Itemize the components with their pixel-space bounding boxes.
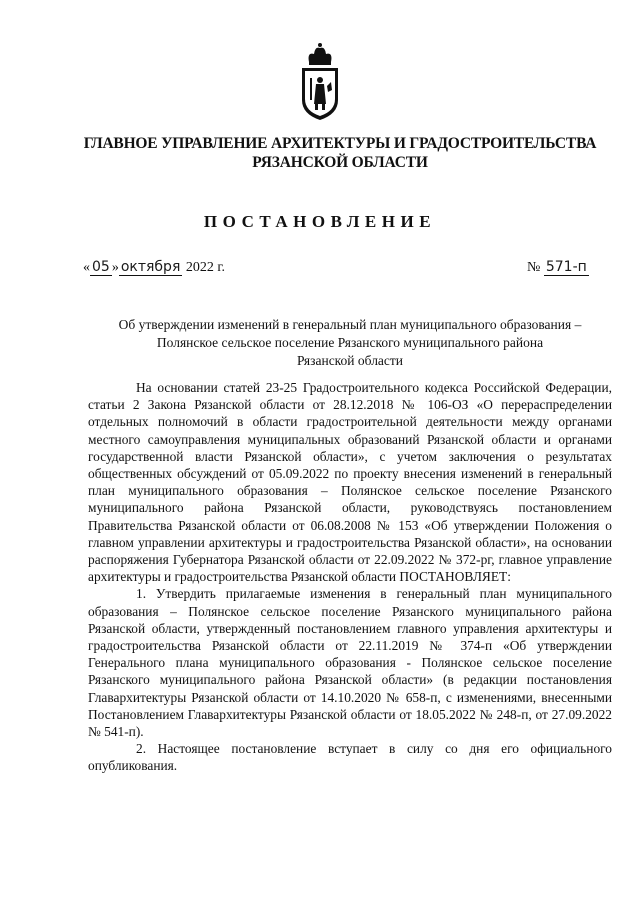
authority-line-1: ГЛАВНОЕ УПРАВЛЕНИЕ АРХИТЕКТУРЫ И ГРАДОСТРОИТЕЛЬСТВА: [83, 135, 597, 152]
issuing-authority: [40, 134, 640, 172]
authority-line-2: РЯЗАНСКОЙ ОБЛАСТИ: [252, 154, 428, 171]
subject-line-2: Полянское сельское поселение Рязанского муниципального района: [156, 335, 544, 350]
date-year: 2022 г.: [185, 260, 226, 275]
document-subject: [80, 316, 620, 370]
body-paragraph-preamble: На основании статей 23-25 Градостроительного кодекса Российской Федерации, статьи 2 Закона Рязанской области от 28.12.2018 № 106-ОЗ «О перераспределении отдельных полномочий в области градостроительной деятельности между органами местного самоуправления муниципальных образований Рязанской области и органами государственной власти Рязанской области», с учетом заключения о результатах общественных обсуждений от 05.09.2022 по проекту внесения изменений в генеральный план муниципального образования – Полянское сельское поселение Рязанского муниципального района Рязанской области, руководствуясь постановлением Правительства Рязанской области от 06.08.2008 № 153 «Об утверждении Положения о главном управлении архитектуры и градостроительства Рязанской области», на основании распоряжения Губернатора Рязанской области от 22.09.2022 № 372-рг, главное управление архитектуры и градостроительства Рязанской области ПОСТАНОВЛЯЕТ:: [88, 380, 612, 585]
date-open-quote: «: [83, 260, 90, 275]
subject-line-1: Об утверждении изменений в генеральный план муниципального образования –: [118, 317, 582, 332]
number-prefix: №: [527, 260, 541, 275]
document-number: [527, 259, 589, 276]
document-date: [83, 259, 225, 276]
body-paragraph-item-1: 1. Утвердить прилагаемые изменения в генеральный план муниципального образования – Полянское сельское поселение Рязанского муниципального района Рязанской области, утвержденный постановлением главного управления архитектуры и градостроительства Рязанской области от 22.11.2019 № 374-п «Об утверждении Генерального плана муниципального образования - Полянское сельское поселение Рязанского муниципального района Рязанской области» (в редакции постановления Главархитектуры Рязанской области от 14.10.2020 № 658-п, с изменениями, внесенными Постановлением Главархитектуры Рязанской области от 18.05.2022 № 248-п, от 27.09.2022 № 541-п).: [88, 586, 612, 740]
date-close-quote: »: [111, 260, 119, 275]
date-day-handwritten: 05: [92, 259, 110, 275]
ryazan-coat-of-arms-icon: [297, 42, 343, 122]
subject-line-3: Рязанской области: [296, 353, 404, 368]
date-month-handwritten: октября: [120, 259, 181, 275]
document-body: [88, 379, 612, 775]
document-type-title: ПОСТАНОВЛЕНИЕ: [203, 212, 437, 231]
number-value-handwritten: 571-п: [545, 259, 587, 275]
body-paragraph-item-2: 2. Настоящее постановление вступает в силу со дня его официального опубликования.: [88, 741, 612, 774]
